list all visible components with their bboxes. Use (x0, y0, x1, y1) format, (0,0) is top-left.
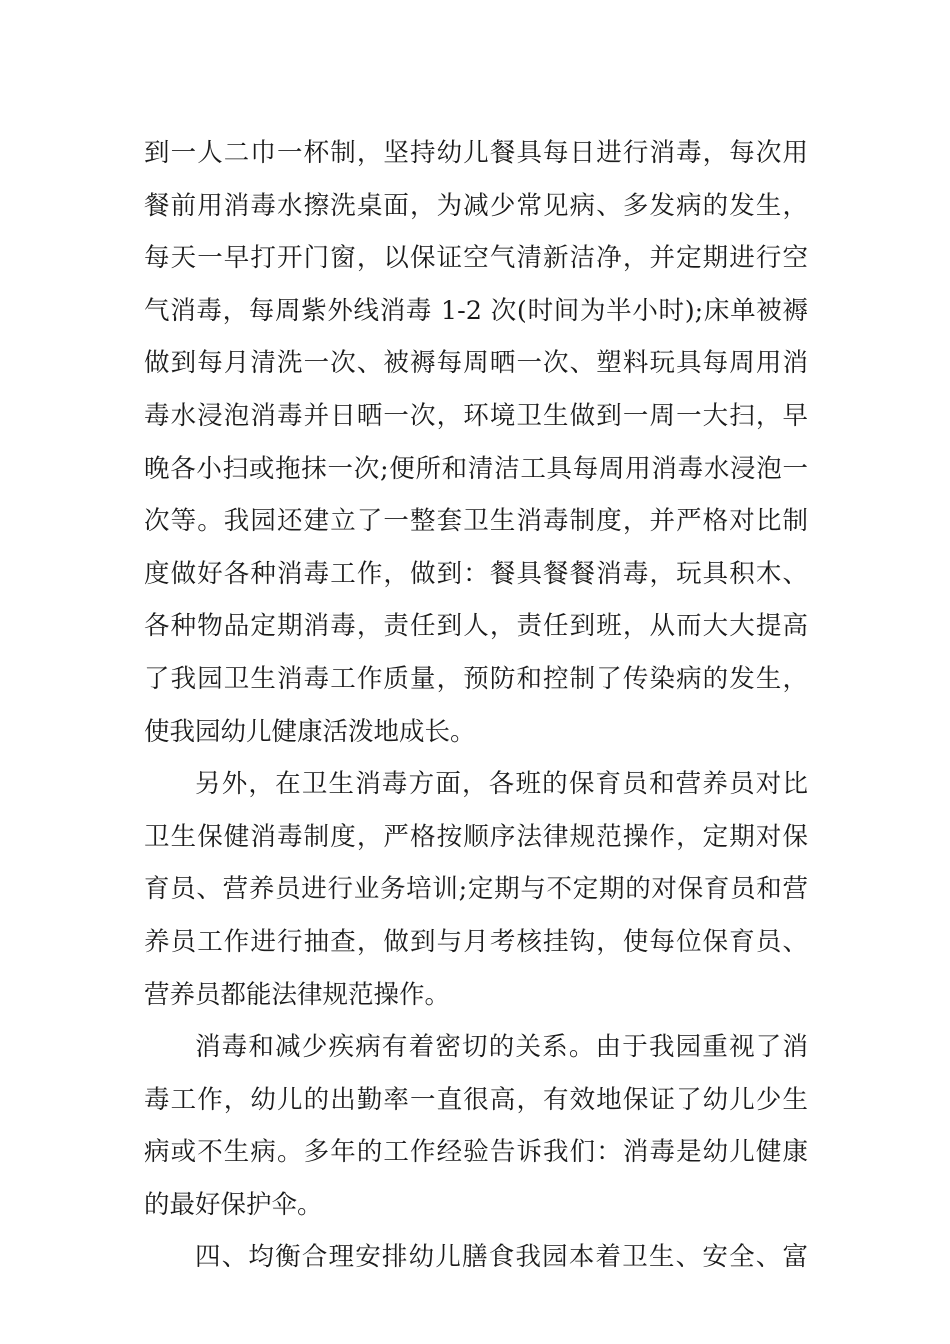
text-line: 育员、营养员进行业务培训;定期与不定期的对保育员和营 (144, 874, 808, 905)
text-line: 餐前用消毒水擦洗桌面，为减少常见病、多发病的发生， (144, 190, 808, 221)
text-line: 做到每月清洗一次、被褥每周晒一次、塑料玩具每周用消 (144, 348, 808, 379)
paragraph-first-line: 消毒和减少疾病有着密切的关系。由于我园重视了消 (195, 1032, 808, 1063)
text-line: 毒工作，幼儿的出勤率一直很高，有效地保证了幼儿少生 (144, 1084, 808, 1115)
text-line: 度做好各种消毒工作，做到：餐具餐餐消毒，玩具积木、 (144, 558, 808, 589)
text-line: 了我园卫生消毒工作质量，预防和控制了传染病的发生， (144, 663, 808, 694)
text-line: 晚各小扫或拖抹一次;便所和清洁工具每周用消毒水浸泡一 (144, 453, 808, 484)
text-line: 气消毒，每周紫外线消毒 1-2 次(时间为半小时);床单被褥 (144, 295, 808, 326)
text-line: 使我园幼儿健康活泼地成长。 (144, 716, 476, 747)
text-line: 每天一早打开门窗，以保证空气清新洁净，并定期进行空 (144, 243, 808, 274)
text-line: 次等。我园还建立了一整套卫生消毒制度，并严格对比制 (144, 506, 808, 537)
text-line: 各种物品定期消毒，责任到人，责任到班，从而大大提高 (144, 611, 808, 642)
text-line: 病或不生病。多年的工作经验告诉我们：消毒是幼儿健康 (144, 1137, 808, 1168)
text-line: 的最好保护伞。 (144, 1189, 323, 1220)
paragraph-first-line: 另外，在卫生消毒方面，各班的保育员和营养员对比 (195, 769, 808, 800)
text-line: 到一人二巾一杯制，坚持幼儿餐具每日进行消毒，每次用 (144, 138, 808, 168)
text-line: 毒水浸泡消毒并日晒一次，环境卫生做到一周一大扫，早 (144, 400, 808, 431)
text-line: 营养员都能法律规范操作。 (144, 979, 451, 1010)
paragraph-first-line: 四、均衡合理安排幼儿膳食我园本着卫生、安全、富 (195, 1242, 808, 1273)
document-body (144, 127, 808, 1284)
text-line: 养员工作进行抽查，做到与月考核挂钩，使每位保育员、 (144, 926, 808, 957)
text-line: 卫生保健消毒制度，严格按顺序法律规范操作，定期对保 (144, 821, 808, 852)
